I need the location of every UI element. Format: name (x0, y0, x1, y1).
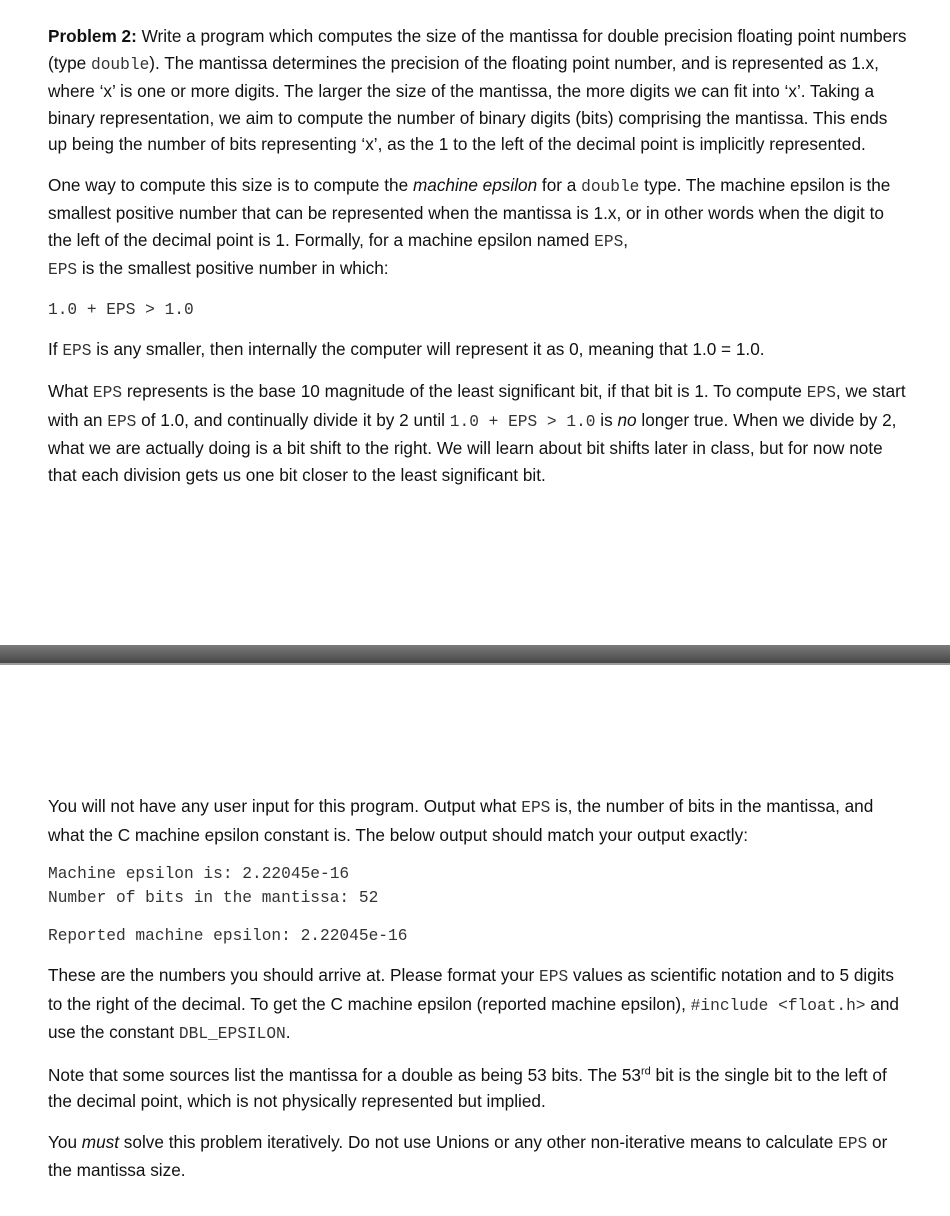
iterative-requirement-paragraph: You must solve this problem iteratively. Do not use Unions or any other non-iterative means to calculate EPS or the mantissa size. (48, 1131, 888, 1180)
page-bottom-section (48, 793, 908, 1198)
inequality-code: 1.0 + EPS > 1.0 (48, 300, 194, 319)
format-paragraph: These are the numbers you should arrive at. Please format your EPS values as scientific notation and to 5 digits to the right of the decimal. To get the C machine epsilon (reported machine epsilon), #include <float.h> and use the constant DBL_EPSILON. (48, 965, 899, 1043)
output-intro-paragraph: You will not have any user input for this program. Output what EPS is, the number of bits in the mantissa, and what the C machine epsilon constant is. The below output should match your output exactly: (48, 796, 874, 845)
page-divider-edge (0, 663, 950, 665)
problem-paragraph: Problem 2: Write a program which computes the size of the mantissa for double precision floating point numbers (type double). The mantissa determines the precision of the floating point number, and is represented as 1.x, where ‘x’ is one or more digits. The larger the size of the mantissa, the more digits we can fit into ‘x’. Taking a binary representation, we aim to compute the number of binary digits (bits) comprising the mantissa. This ends up being the number of bits representing ‘x’, as the 1 to the left of the decimal point is implicitly represented. (48, 26, 907, 154)
mantissa-note-paragraph: Note that some sources list the mantissa for a double as being 53 bits. The 53rd bit is the single bit to the left of the decimal point, which is not physically represented but implied. (48, 1064, 887, 1111)
problem-heading: Problem 2: (48, 26, 137, 46)
compute-eps-paragraph: What EPS represents is the base 10 magnitude of the least significant bit, if that bit is 1. To compute EPS, we start with an EPS of 1.0, and continually divide it by 2 until 1.0 + EPS > 1.0 is no longer true. When we divide by 2, what we are actually doing is a bit shift to the right. We will learn about bit shifts later in class, but for now note that each division gets us one bit closer to the least significant bit. (48, 381, 906, 485)
machine-epsilon-paragraph: One way to compute this size is to compute the machine epsilon for a double type. The machine epsilon is the smallest positive number that can be represented when the mantissa is 1.x, or in other words when the digit to the left of the decimal point is 1. Formally, for a machine epsilon named EPS, EPS is the smallest positive number in which: (48, 174, 891, 279)
output-line-reported-epsilon: Reported machine epsilon: 2.22045e-16 (48, 927, 408, 945)
smaller-eps-paragraph: If EPS is any smaller, then internally the computer will represent it as 0, meaning that 1.0 = 1.0. (48, 338, 765, 360)
output-line-mantissa-bits: Number of bits in the mantissa: 52 (48, 889, 379, 907)
page-divider (0, 645, 950, 663)
page-top-section (48, 23, 908, 502)
output-line-machine-epsilon: Machine epsilon is: 2.22045e-16 (48, 865, 350, 883)
expected-output-block (48, 862, 908, 910)
